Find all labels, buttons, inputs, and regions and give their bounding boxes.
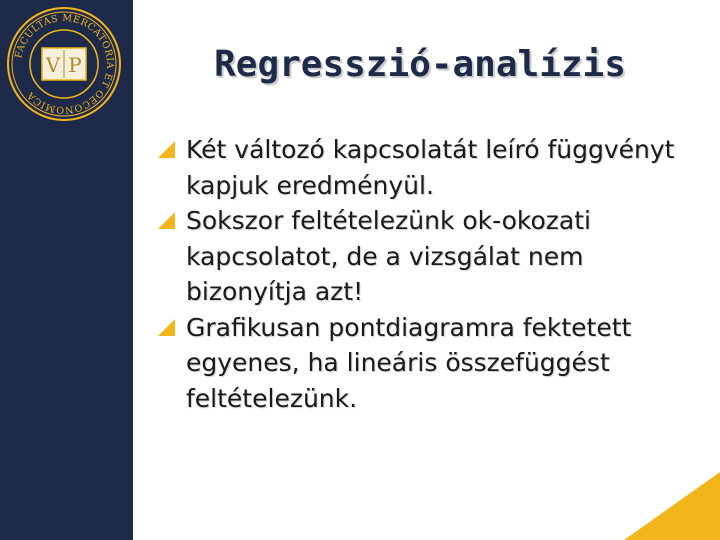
bullet-triangle-icon [158,319,175,336]
bullet-text: Grafikusan pontdiagramra fektetett egyenes, ha lineáris összefüggést feltételezünk. [186,312,632,413]
corner-accent [624,472,720,540]
bullet-text: Két változó kapcsolatát leíró függvényt kapjuk eredményül. [186,135,675,200]
bullet-item [158,310,703,417]
seal-ring-text: FACULTAS MERCATORIA ET OECONOMICA [13,12,116,116]
seal-monogram-left: V [45,53,61,77]
slide-title: Regresszió-analízis [214,44,626,85]
bullet-item [158,132,703,203]
bullet-triangle-icon [158,212,175,229]
bullet-list [158,132,703,416]
bullet-item [158,203,703,310]
bullet-text: Sokszor feltételezünk ok-okozati kapcsolatot, de a vizsgálat nem bizonyítja azt! [186,206,591,306]
bullet-triangle-icon [158,141,175,158]
sidebar-band [0,0,133,540]
seal-monogram-right: P [68,53,82,77]
college-seal-logo [6,6,122,122]
